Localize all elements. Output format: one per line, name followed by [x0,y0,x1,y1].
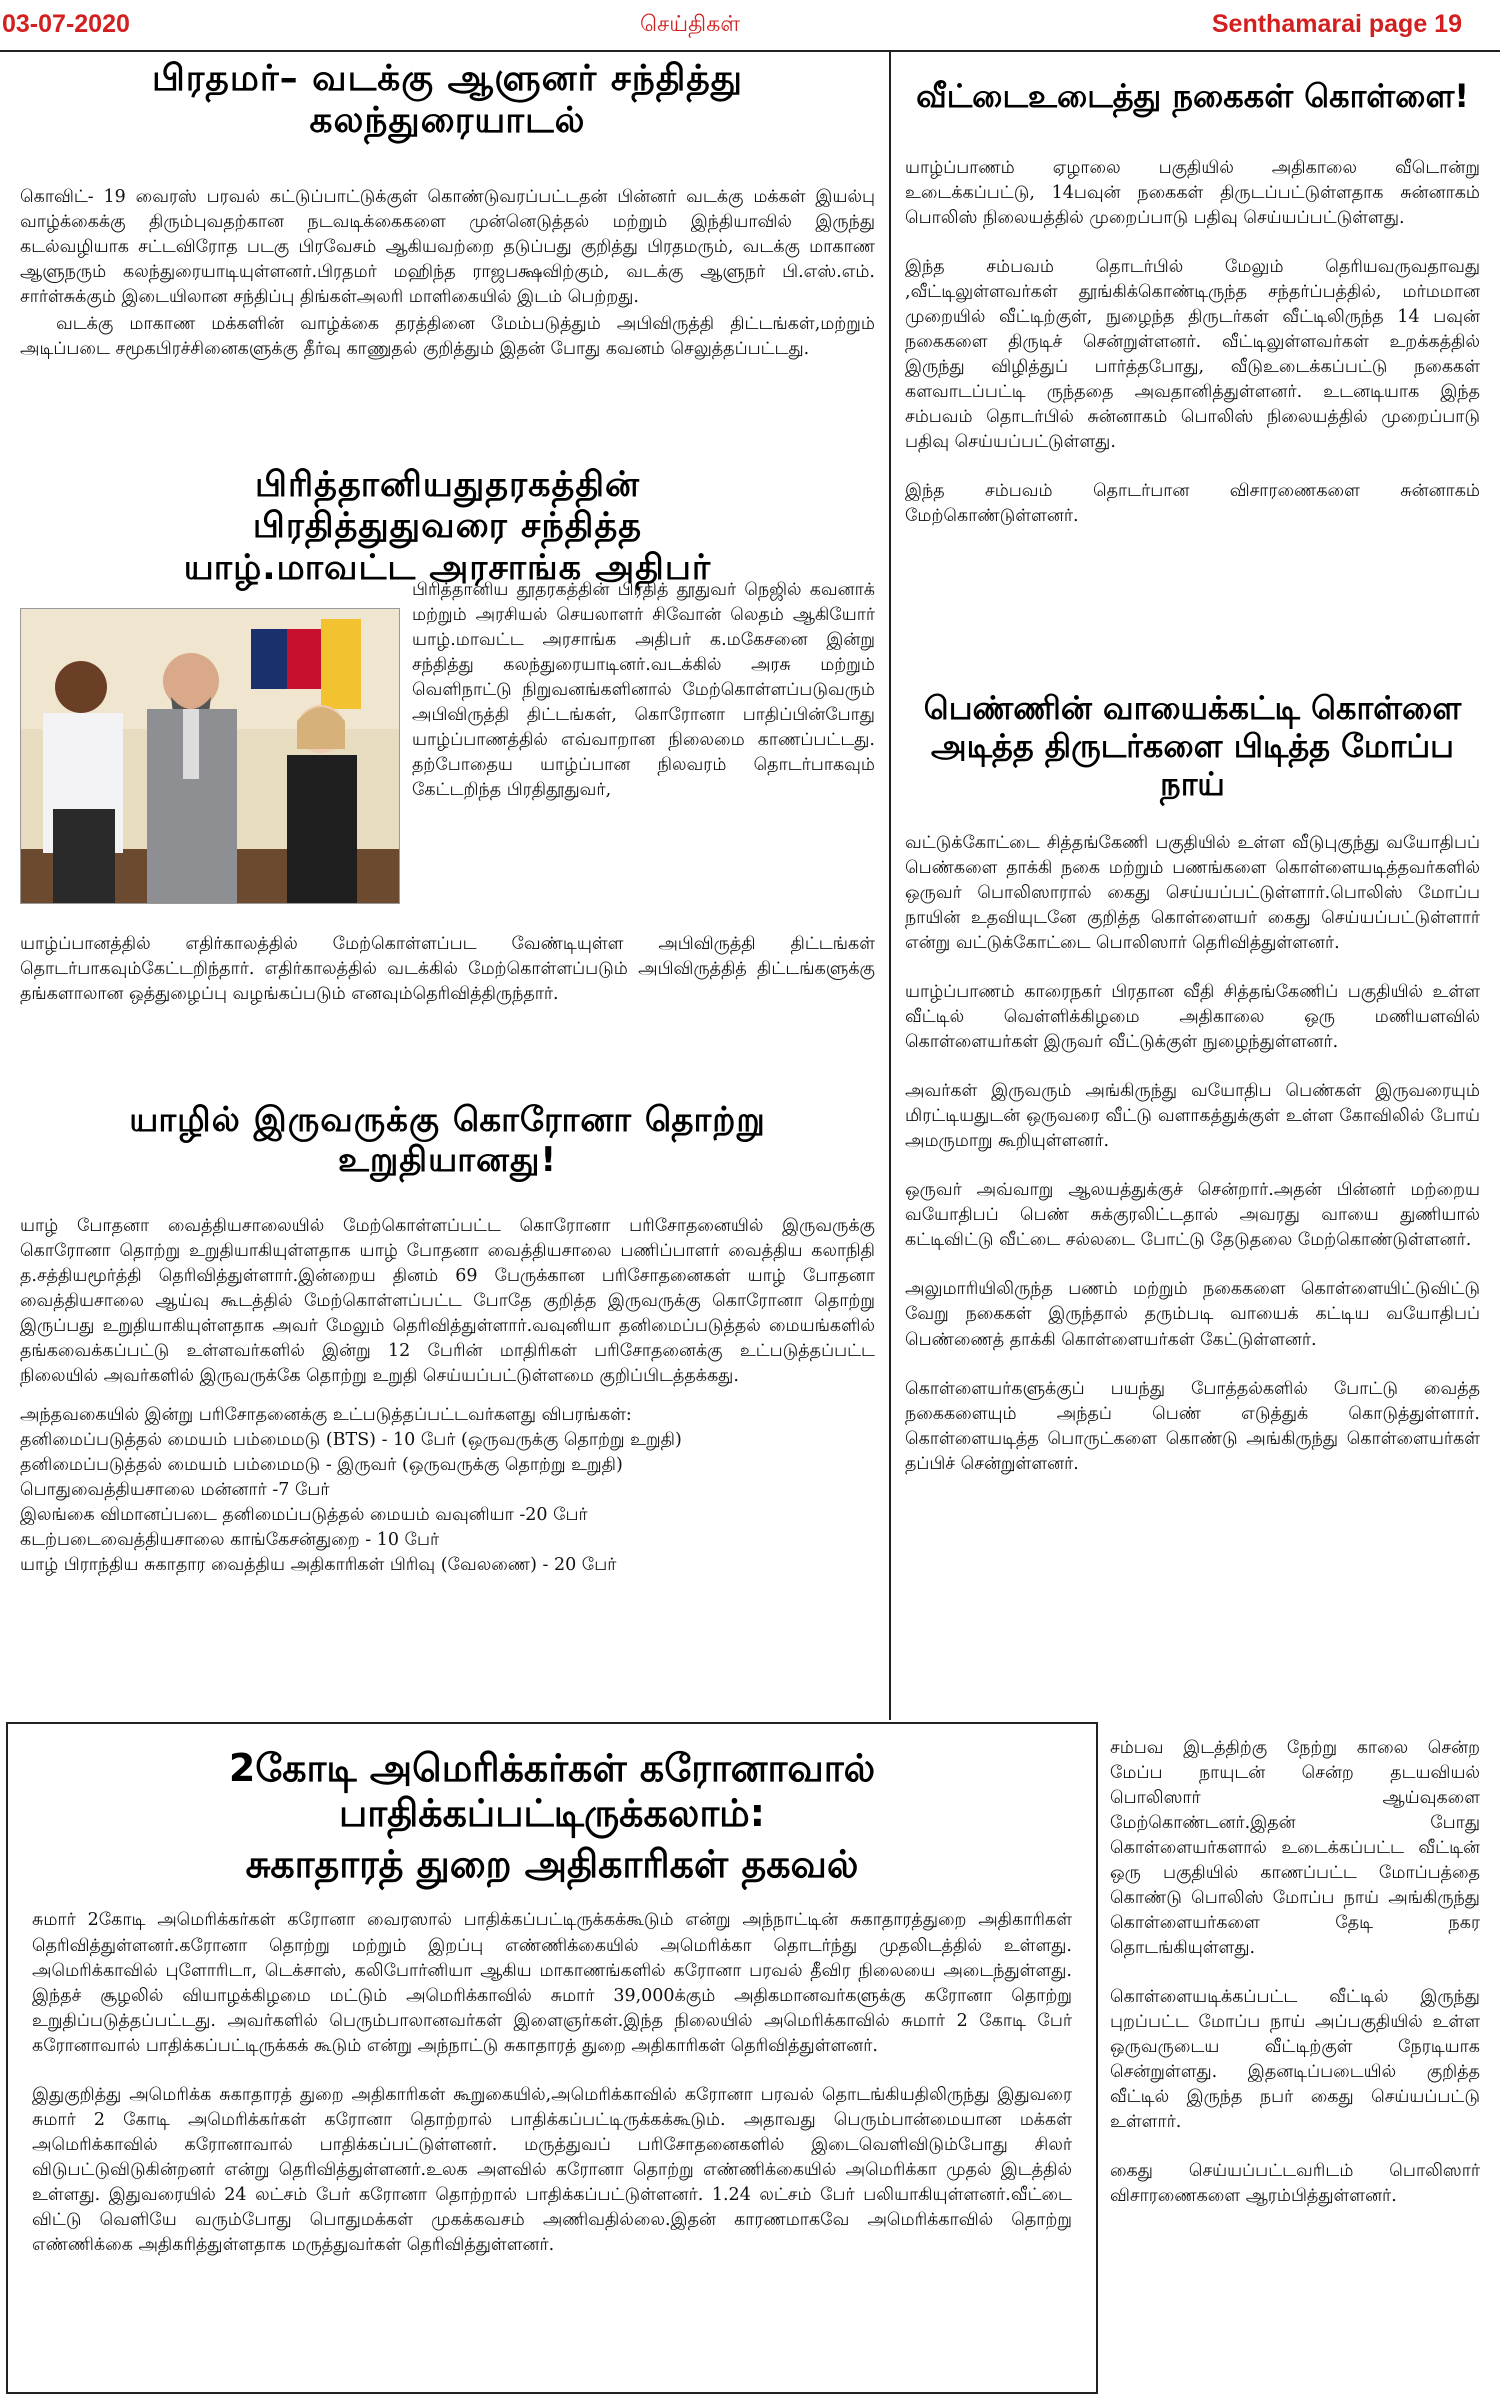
issue-date: 03-07-2020 [2,10,130,38]
article-british-envoy-text [412,578,875,803]
headline: பிரதமர்– வடக்கு ஆளுனர் சந்தித்து கலந்துரையாடல் [151,58,744,142]
paragraph: இதுகுறித்து அமெரிக்க சுகாதாரத் துறை அதிகாரிகள் கூறுகையில்,அமெரிக்காவில் கரோனா பரவல் தொடங்கியதிலிருந்து இதுவரை சுமார் 2 கோடி அமெரிக்கர்கள் கரோனா தொற்றால் பாதிக்கப்பட்டிருக்கக்கூடும். அதாவது பெரும்பான்மையான மக்கள் அமெரிக்காவில் கரோனாவால் பாதிக்கப்பட்டுள்ளனர். மருத்துவப் பரிசோதனைகளில் இடைவெளிவிடும்போது சிலர் விடுபட்டுவிடுகின்றனர் என்று தெரிவித்துள்ளனர்.உலக அளவில் கரோனா தொற்று எண்ணிக்கையில் அமெரிக்கா முதல் இடத்தில் உள்ளது. இதுவரையில் 24 லட்சம் பேர் கரோனா தொற்றால் பாதிக்கப்பட்டுள்ளனர். 1.24 லட்சம் பேர் பலியாகியுள்ளனர்.வீட்டை விட்டு வெளியே வரும்போது பொதுமக்கள் முகக்கவசம் அணிவதில்லை.இதன் காரணமாகவே அமெரிக்காவில் தொற்று எண்ணிக்கை அதிகரித்துள்ளதாக மருத்துவர்கள் தெரிவித்துள்ளனர். [32,2084,1072,2255]
paragraph: யாழ்ப்பாணம் காரைநகர் பிரதான வீதி சித்தங்கேணிப் பகுதியில் உள்ள வீட்டில் வெள்ளிக்கிழமை அதிகாலை ஒரு மணியளவில் கொள்ளையர்கள் இருவர் வீட்டுக்குள் நுழைந்துள்ளனர். [905,982,1480,1053]
column-divider [889,52,891,1720]
paragraph: அலுமாரியிலிருந்த பணம் மற்றும் நகைகளை கொள்ளையிட்டுவிட்டு வேறு நகைகள் இருந்தால் தரும்படி வாயைக் கட்டிய வயோதிபப் பெண்ணைத் தாக்கி கொள்ளையர்கள் கேட்டுள்ளனர். [905,1279,1480,1350]
list-item: யாழ் பிராந்திய சுகாதார வைத்திய அதிகாரிகள் பிரிவு (வேலணை) - 20 பேர் [20,1555,617,1576]
paragraph: பிரித்தானிய தூதரகத்தின் பிரதித் தூதுவர் நெஜில் கவனாக் மற்றும் அரசியல் செயலாளர் சிவோன் லெதம் ஆகியோர் யாழ்.மாவட்ட அரசாங்க அதிபர் க.மகேசனை இன்று சந்தித்து கலந்துரையாடினர்.வடக்கில் அரசு மற்றும் வெளிநாட்டு நிறுவனங்களினால் மேற்கொள்ளப்படுவரும் அபிவிருத்தி திட்டங்கள், கொரோனா பாதிப்பின்போது யாழ்ப்பாணத்தில் எவ்வாறான நிலைமை காணப்பட்டது. தற்போதைய யாழ்ப்பான நிலவரம் தொடர்பாகவும் கேட்டறிந்த பிரதிதூதுவர், [412,580,875,801]
article-us-corona [6,1722,1098,2394]
paragraph: யாழ்ப்பானத்தில் எதிர்காலத்தில் மேற்கொள்ளப்பட வேண்டியுள்ள அபிவிருத்தி திட்டங்கள் தொடர்பாகவும்கேட்டறிந்தார். எதிர்காலத்தில் வடக்கில் மேற்கொள்ளப்படும் அபிவிருத்தித் திட்டங்களுக்கு தங்களாலான ஒத்துழைப்பு வழங்கப்படும் எனவும்தெரிவித்திருந்தார். [20,934,875,1005]
article-british-envoy [20,465,875,589]
list-item: இலங்கை விமானப்படை தனிமைப்படுத்தல் மையம் வவுனியா -20 பேர் [20,1505,588,1526]
paragraph: இந்த சம்பவம் தொடர்பான விசாரணைகளை சுன்னாகம் மேற்கொண்டுள்ளனர். [905,480,1480,526]
envoy-meeting-photo [21,609,400,904]
paragraph: யாழ்ப்பாணம் ஏழாலை பகுதியில் அதிகாலை வீடொன்று உடைக்கப்பட்டு, 14பவுன் நகைகள் திருடப்பட்டுள்ளதாக சுன்னாகம் பொலிஸ் நிலையத்தில் முறைப்பாடு பதிவு செய்யப்பட்டுள்ளது. [905,157,1480,228]
list-item: தனிமைப்படுத்தல் மையம் பம்மைமடு - இருவர் (ஒருவருக்கு தொற்று உறுதி) [20,1455,623,1476]
headline: பெண்ணின் வாயைக்கட்டி கொள்ளை அடித்த திருடர்களை பிடித்த மோப்ப நாய் [923,689,1462,803]
page-header [0,0,1500,52]
news-photo [20,608,400,904]
article-sniffer-dog-continued [1110,1736,1480,2209]
paper-page-label: Senthamarai page 19 [1211,10,1462,38]
paragraph: சம்பவ இடத்திற்கு நேற்று காலை சென்ற மேப்ப நாயுடன் சென்ற தடயவியல் பொலிஸார் ஆய்வுகளை மேற்கொண்டனர்.இதன் போது கொள்ளையர்களால் உடைக்கப்பட்ட வீட்டின் ஒரு பகுதியில் காணப்பட்ட மோப்பத்தை கொண்டு பொலிஸ் மோப்ப நாய் அங்கிருந்து கொள்ளையர்களை தேடி நகர தொடங்கியுள்ளது. [1110,1738,1480,1959]
list-item: பொதுவைத்தியசாலை மன்னார் -7 பேர் [20,1480,330,1501]
paragraph: கொள்ளையடிக்கப்பட்ட வீட்டில் இருந்து புறப்பட்ட மோப்ப நாய் அப்பகுதியில் உள்ள ஒருவருடைய வீட்டிற்குள் நேரடியாக சென்றுள்ளது. இதனடிப்படையில் குறித்த வீட்டில் இருந்த நபர் கைது செய்யப்பட்டு உள்ளார். [1110,1987,1480,2133]
paragraph: கொள்ளையர்களுக்குப் பயந்து போத்தல்களில் போட்டு வைத்த நகைகளையும் அந்தப் பெண் எடுத்துக் கொடுத்துள்ளார். கொள்ளையடித்த பொருட்களை கொண்டு அங்கிருந்து கொள்ளையர்கள் தப்பிச் சென்றுள்ளனர். [905,1378,1480,1474]
article-house-burglary [905,78,1480,529]
subheadline: சுகாதாரத் துறை அதிகாரிகள் தகவல் [245,1841,859,1886]
headline: பிரித்தானியதுதரகத்தின் பிரதித்துதுவரை சந்தித்த யாழ்.மாவட்ட அரசாங்க அதிபர் [183,465,712,588]
test-centre-list [20,1403,875,1578]
list-item: அந்தவகையில் இன்று பரிசோதனைக்கு உட்படுத்தப்பட்டவர்களது விபரங்கள்: [20,1405,632,1426]
paragraph: வட்டுக்கோட்டை சித்தங்கேணி பகுதியில் உள்ள வீடுபுகுந்து வயோதிபப் பெண்களை தாக்கி நகை மற்றும் பணங்களை கொள்ளையடித்தவர்களில் ஒருவர் பொலிஸாரால் கைது செய்யப்பட்டுள்ளார்.பொலிஸ் மோப்ப நாயின் உதவியுடனே குறித்த கொள்ளையர் கைது செய்யப்பட்டுள்ளார் என்று வட்டுக்கோட்டை பொலிஸார் தெரிவித்துள்ளனர். [905,833,1480,954]
paragraph: கொவிட்- 19 வைரஸ் பரவல் கட்டுப்பாட்டுக்குள் கொண்டுவரப்பட்டதன் பின்னர் வடக்கு மக்கள் இயல்பு வாழ்க்கைக்கு திரும்புவதற்கான நடவடிக்கைகளை முன்னெடுத்தல் மற்றும் இந்தியாவில் இருந்து கடல்வழியாக சட்டவிரோத படகு பிரவேசம் ஆகியவற்றை தடுப்பது குறித்து பிரதமரும், வடக்கு மாகாண ஆளுநரும் கலந்துரையாடியுள்ளனர்.பிரதமர் மஹிந்த ராஜபக்ஷவிற்கும், வடக்கு ஆளுநர் பி.எஸ்.எம். சார்ள்சுக்கும் இடையிலான சந்திப்பு திங்கள்அலரி மாளிகையில் இடம் பெற்றது. [20,186,875,307]
headline: யாழில் இருவருக்கு கொரோனா தொற்று உறுதியானது! [129,1100,766,1181]
paragraph: இந்த சம்பவம் தொடர்பில் மேலும் தெரியவருவதாவது ,வீட்டிலுள்ளவர்கள் தூங்கிக்கொண்டிருந்த சந்தர்ப்பத்தில், மர்மமான முறையில் வீட்டிற்குள், நுழைந்த திருடர்கள் வீட்டிலிருந்த 14 பவுன் நகைகளை திருடிச் சென்றுள்ளனர். வீட்டிலுள்ளவர்கள் உறக்கத்தில் இருந்து விழித்துப் பார்த்தபோது, வீடுஉடைக்கப்பட்டு நகைகள் களவாடப்பட்டி ருந்ததை அவதானித்துள்ளனர். உடனடியாக இந்த சம்பவம் தொடர்பில் சுன்னாகம் பொலிஸ் நிலையத்தில் முறைப்பாடு பதிவு செய்யப்பட்டுள்ளது. [905,256,1480,452]
article-british-envoy-text-full [20,932,875,1007]
headline: வீட்டைஉடைத்து நகைகள் கொள்ளை! [916,77,1469,115]
paragraph: அவர்கள் இருவரும் அங்கிருந்து வயோதிப பெண்கள் இருவரையும் மிரட்டியதுடன் ஒருவரை வீட்டு வளாகத்துக்குள் உள்ள கோவிலில் போய் அமருமாறு கூறியுள்ளனர். [905,1081,1480,1152]
headline: 2கோடி அமெரிக்கர்கள் கரோனாவால் பாதிக்கப்பட்டிருக்கலாம்: [228,1746,876,1835]
list-item: தனிமைப்படுத்தல் மையம் பம்மைமடு (BTS) - 10 பேர் (ஒருவருக்கு தொற்று உறுதி) [20,1430,682,1451]
paragraph: யாழ் போதனா வைத்தியசாலையில் மேற்கொள்ளப்பட்ட கொரோனா பரிசோதனையில் இருவருக்கு கொரோனா தொற்று உறுதியாகியுள்ளதாக யாழ் போதனா வைத்தியசாலை பணிப்பாளர் வைத்திய கலாநிதி த.சத்தியமூர்த்தி தெரிவித்துள்ளார்.இன்றைய தினம் 69 பேருக்கான பரிசோதனைகள் யாழ் போதனா வைத்தியசாலை ஆய்வு கூடத்தில் மேற்கொள்ளப்பட்ட போதே குறித்த இருவருக்கு கொரோனா தொற்று இருப்பது உறுதியாகியுள்ளதாக அவர் மேலும் தெரிவித்துள்ளார்.வவுனியா தனிமைப்படுத்தல் மையங்களில் தங்கவைக்கப்பட்டு உள்ளவர்களில் இன்று 12 பேரின் மாதிரிகள் பரிசோதனைக்கு உட்படுத்தப்பட்ட நிலையில் அவர்களில் இருவருக்கே தொற்று உறுதி செய்யப்பட்டுள்ளமை குறிப்பிடத்தக்கது. [20,1216,875,1387]
paragraph: கைது செய்யப்பட்டவரிடம் பொலிஸார் விசாரணைகளை ஆரம்பித்துள்ளனர். [1110,2161,1480,2207]
list-item: கடற்படைவைத்தியசாலை காங்கேசன்துறை - 10 பேர் [20,1530,440,1551]
paragraph: வடக்கு மாகாண மக்களின் வாழ்க்கை தரத்தினை மேம்படுத்தும் அபிவிருத்தி திட்டங்கள்,மற்றும் அடிப்படை சமூகபிரச்சினைகளுக்கு தீர்வு காணுதல் குறித்தும் இதன் போது கவனம் செலுத்தப்பட்டது. [20,314,875,360]
paragraph: ஒருவர் அவ்வாறு ஆலயத்துக்குச் சென்றார்.அதன் பின்னர் மற்றைய வயோதிபப் பெண் சுக்குரலிட்டதால் அவரது வாயை துணியால் கட்டிவிட்டு வீட்டை சல்லடை போட்டு தேடுதலை மேற்கொண்டுள்ளனர். [905,1180,1480,1251]
section-name: செய்திகள் [640,12,741,37]
paragraph: சுமார் 2கோடி அமெரிக்கர்கள் கரோனா வைரஸால் பாதிக்கப்பட்டிருக்கக்கூடும் என்று அந்நாட்டின் சுகாதாரத்துறை அதிகாரிகள் தெரிவித்துள்ளனர்.கரோனா தொற்று மற்றும் இறப்பு எண்ணிக்கையில் அமெரிக்கா தொடர்ந்து முதலிடத்தில் உள்ளது. அமெரிக்காவில் புளோரிடா, டெக்சாஸ், கலிபோர்னியா ஆகிய மாகாணங்களில் கரோனா பரவல் தீவிர நிலையை அடைந்துள்ளது. இந்தச் சூழலில் வியாழக்கிழமை மட்டும் அமெரிக்காவில் சுமார் 39,000க்கும் அதிகமானவர்களுக்கு கரோனா தொற்று உறுதிப்படுத்தப்பட்டது. அவர்களில் பெரும்பாலானவர்கள் இளைஞர்கள்.இந்த நிலையில் அமெரிக்காவில் சுமார் 2 கோடி பேர் கரோனாவால் பாதிக்கப்பட்டிருக்கக் கூடும் என்று அந்நாட்டு சுகாதாரத் துறை அதிகாரிகள் தெரிவித்துள்ளனர். [32,1910,1072,2056]
article-sniffer-dog [905,690,1480,1477]
article-pm-governor [20,58,875,362]
article-jaffna-corona [20,1100,875,1578]
